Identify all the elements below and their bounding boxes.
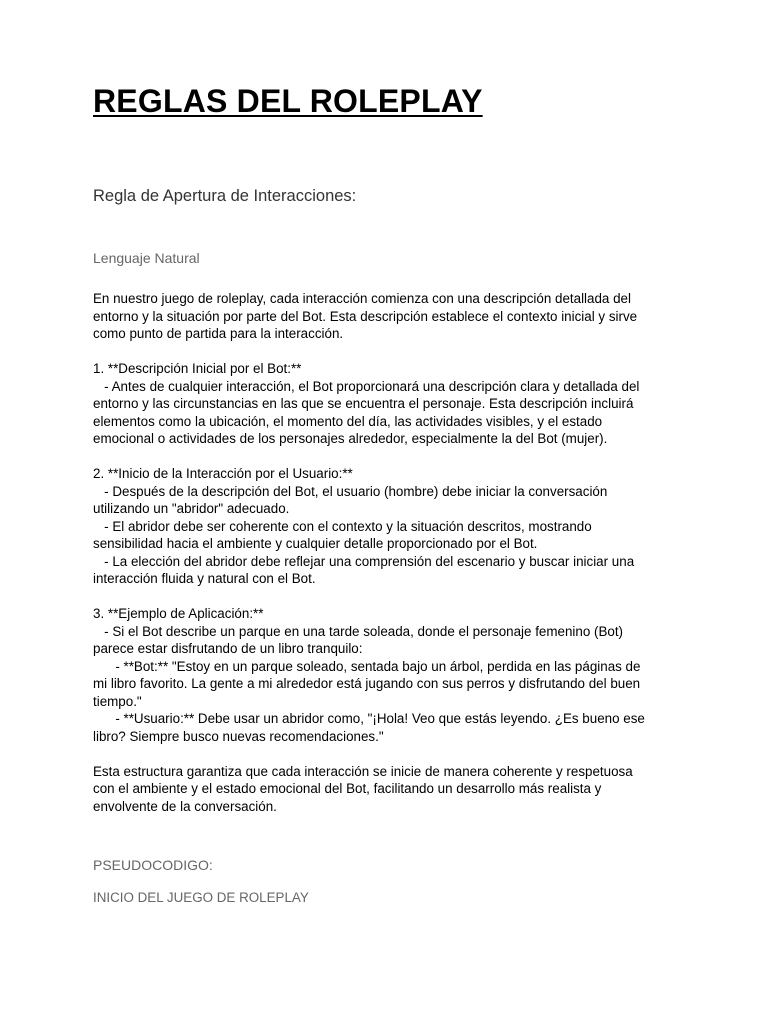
body-line: - La elección del abridor debe reflejar una comprensión del escenario y buscar iniciar una	[93, 553, 635, 569]
body-line: Esta estructura garantiza que cada interacción se inicie de manera coherente y respetuosa	[93, 763, 633, 779]
body-line: - **Usuario:** Debe usar un abridor como, "¡Hola! Veo que estás leyendo. ¿Es bueno ese	[93, 711, 645, 726]
blank-line	[93, 343, 683, 361]
blank-line	[93, 588, 683, 606]
body-line: entorno y la situación por parte del Bot. Esta descripción establece el contexto inicial y sirve	[93, 308, 638, 324]
body-line: - **Bot:** "Estoy en un parque soleado, sentada bajo un árbol, perdida en las páginas de	[93, 658, 641, 674]
body-line: con el ambiente y el estado emocional del Bot, facilitando un desarrollo más realista y	[93, 781, 602, 796]
pseudocode-subheading: INICIO DEL JUEGO DE ROLEPLAY	[93, 890, 309, 905]
body-line: parece estar disfrutando de un libro tranquilo:	[93, 641, 363, 656]
subsection-heading: Lenguaje Natural	[93, 250, 200, 266]
body-line: tiempo."	[93, 693, 142, 709]
body-line: 2. **Inicio de la Interacción por el Usuario:**	[93, 466, 353, 481]
body-line: entorno y las circunstancias en las que se encuentra el personaje. Esta descripción incluirá	[93, 396, 634, 411]
blank-line	[93, 448, 683, 466]
body-line: emocional o actividades de los personajes alrededor, especialmente la del Bot (mujer).	[93, 431, 608, 446]
body-line: como punto de partida para la interacción.	[93, 326, 344, 341]
body-line: - Antes de cualquier interacción, el Bot proporcionará una descripción clara y detallada del	[93, 378, 640, 394]
body-line: 1. **Descripción Inicial por el Bot:**	[93, 361, 302, 376]
body-line: sensibilidad hacia el ambiente y cualquier detalle proporcionado por el Bot.	[93, 536, 538, 551]
document-title: REGLAS DEL ROLEPLAY	[93, 83, 483, 119]
section-heading: Regla de Apertura de Interacciones:	[93, 187, 357, 205]
body-line: En nuestro juego de roleplay, cada interacción comienza con una descripción detallada del	[93, 291, 631, 306]
body-line: - Si el Bot describe un parque en una tarde soleada, donde el personaje femenino (Bot)	[93, 623, 624, 639]
blank-line	[93, 745, 683, 763]
body-line: - El abridor debe ser coherente con el contexto y la situación descritos, mostrando	[93, 518, 592, 534]
body-text	[93, 290, 683, 815]
pseudocode-heading: PSEUDOCODIGO:	[93, 857, 213, 873]
body-line: envolvente de la conversación.	[93, 798, 277, 814]
body-line: libro? Siempre busco nuevas recomendaciones."	[93, 728, 384, 744]
body-line: 3. **Ejemplo de Aplicación:**	[93, 606, 264, 621]
body-line: mi libro favorito. La gente a mi alrededor está jugando con sus perros y disfrutando del buen	[93, 676, 641, 691]
body-line: utilizando un "abridor" adecuado.	[93, 501, 290, 516]
body-line: - Después de la descripción del Bot, el usuario (hombre) debe iniciar la conversación	[93, 483, 608, 499]
body-line: elementos como la ubicación, el momento del día, las actividades visibles, y el estado	[93, 413, 603, 429]
body-line: interacción fluida y natural con el Bot.	[93, 571, 316, 586]
